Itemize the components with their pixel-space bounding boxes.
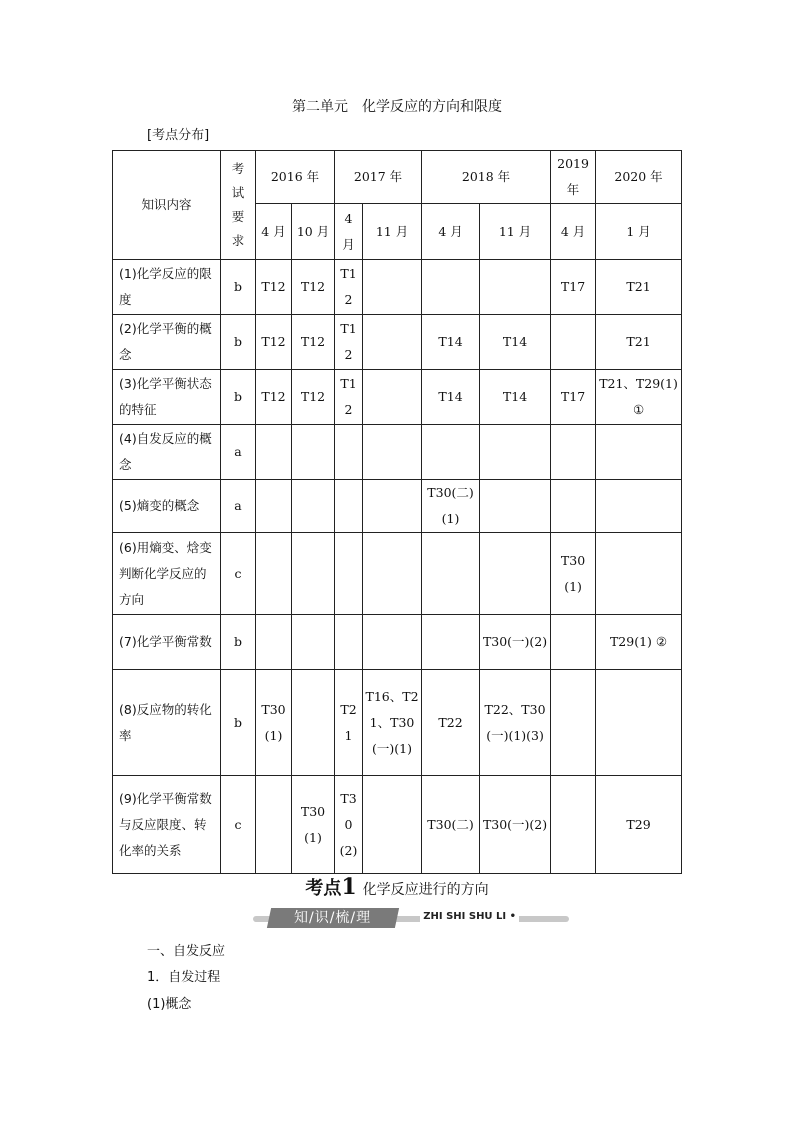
question-cell [256,425,292,480]
month-header: 4 月 [256,204,292,260]
question-cell [335,533,363,615]
question-cell: T12 [292,370,335,425]
question-cell [256,533,292,615]
topic-cell: (8)反应物的转化率 [113,670,221,776]
requirement-cell: b [221,315,256,370]
distribution-label: [考点分布] [147,128,210,143]
topic-cell: (4)自发反应的概念 [113,425,221,480]
section-banner [253,908,569,928]
question-cell [551,480,596,533]
question-cell: T21 [596,315,682,370]
heading-spontaneous-reaction: 一、自发反应 [147,944,226,959]
question-cell [292,425,335,480]
year-header: 2017 年 [335,151,422,204]
question-cell: T30(2) [335,776,363,874]
question-cell: T22 [422,670,480,776]
table-row [113,480,682,533]
month-header: 11 月 [480,204,551,260]
question-cell: T12 [292,260,335,315]
table-row [113,670,682,776]
question-cell [335,615,363,670]
exam-distribution-table [112,150,682,874]
question-cell [335,425,363,480]
question-cell: T12 [335,315,363,370]
question-cell [363,425,422,480]
section-heading [0,874,794,900]
table-row [113,260,682,315]
question-cell [596,670,682,776]
question-cell: T12 [335,260,363,315]
topic-cell: (2)化学平衡的概念 [113,315,221,370]
question-cell [363,776,422,874]
question-cell [256,480,292,533]
month-header: 10 月 [292,204,335,260]
question-cell [480,425,551,480]
question-cell [292,533,335,615]
question-cell [551,315,596,370]
question-cell: T12 [256,370,292,425]
question-cell [422,260,480,315]
question-cell [551,670,596,776]
question-cell [256,776,292,874]
question-cell [480,533,551,615]
page-title: 第二单元 化学反应的方向和限度 [292,99,502,115]
question-cell: T12 [256,260,292,315]
question-cell [422,615,480,670]
question-cell: T14 [422,315,480,370]
topic-cell: (9)化学平衡常数与反应限度、转化率的关系 [113,776,221,874]
question-cell: T29 [596,776,682,874]
table-row [113,425,682,480]
table-row [113,533,682,615]
question-cell: T12 [256,315,292,370]
question-cell: T14 [480,315,551,370]
question-cell [292,480,335,533]
month-header: 1 月 [596,204,682,260]
question-cell: T30(1) [292,776,335,874]
question-cell: T16、T21、T30(一)(1) [363,670,422,776]
topic-cell: (7)化学平衡常数 [113,615,221,670]
question-cell [292,615,335,670]
question-cell [422,533,480,615]
question-cell: T30(一)(2) [480,615,551,670]
question-cell: T30(二) [422,776,480,874]
question-cell: T30(1) [256,670,292,776]
requirement-cell: b [221,370,256,425]
question-cell: T14 [422,370,480,425]
section-subtitle: 化学反应进行的方向 [362,882,489,898]
question-cell [480,480,551,533]
topic-cell: (3)化学平衡状态的特征 [113,370,221,425]
year-header: 2016 年 [256,151,335,204]
banner-pinyin: ZHI SHI SHU LI • [420,911,519,922]
section-prefix: 考点 [305,878,342,899]
question-cell: T14 [480,370,551,425]
question-cell: T30(二)(1) [422,480,480,533]
header-topic: 知识内容 [113,151,221,260]
header-requirement: 考 试 要 求 [221,151,256,260]
question-cell [363,260,422,315]
month-header: 4 月 [422,204,480,260]
question-cell [363,480,422,533]
month-header: 11 月 [363,204,422,260]
question-cell: T30(一)(2) [480,776,551,874]
question-cell [363,315,422,370]
banner-tab: 知/识/梳/理 [267,908,399,928]
month-header: 4 月 [335,204,363,260]
question-cell: T21 [335,670,363,776]
question-cell: T12 [292,315,335,370]
question-cell: T12 [335,370,363,425]
question-cell [363,370,422,425]
question-cell: T21 [596,260,682,315]
requirement-cell: b [221,260,256,315]
requirement-cell: c [221,776,256,874]
requirement-cell: c [221,533,256,615]
question-cell [551,425,596,480]
question-cell [363,533,422,615]
question-cell: T30(1) [551,533,596,615]
table-row [113,370,682,425]
question-cell [256,615,292,670]
question-cell [551,615,596,670]
topic-cell: (6)用熵变、焓变判断化学反应的方向 [113,533,221,615]
topic-cell: (5)熵变的概念 [113,480,221,533]
question-cell: T29(1) ② [596,615,682,670]
table-row [113,615,682,670]
question-cell: T17 [551,260,596,315]
requirement-cell: a [221,425,256,480]
question-cell [480,260,551,315]
year-header: 2020 年 [596,151,682,204]
question-cell [363,615,422,670]
question-cell: T22、T30(一)(1)(3) [480,670,551,776]
month-header: 4 月 [551,204,596,260]
year-header: 2019 年 [551,151,596,204]
question-cell [596,425,682,480]
question-cell [596,533,682,615]
question-cell [551,776,596,874]
question-cell [292,670,335,776]
section-number: 1 [341,874,357,900]
requirement-cell: b [221,670,256,776]
requirement-cell: b [221,615,256,670]
question-cell: T17 [551,370,596,425]
year-header: 2018 年 [422,151,551,204]
table-row [113,315,682,370]
requirement-cell: a [221,480,256,533]
question-cell [596,480,682,533]
heading-spontaneous-process: 1．自发过程 [147,970,221,985]
heading-concept: (1)概念 [147,997,192,1012]
topic-cell: (1)化学反应的限度 [113,260,221,315]
table-row [113,776,682,874]
question-cell [422,425,480,480]
question-cell: T21、T29(1)① [596,370,682,425]
question-cell [335,480,363,533]
